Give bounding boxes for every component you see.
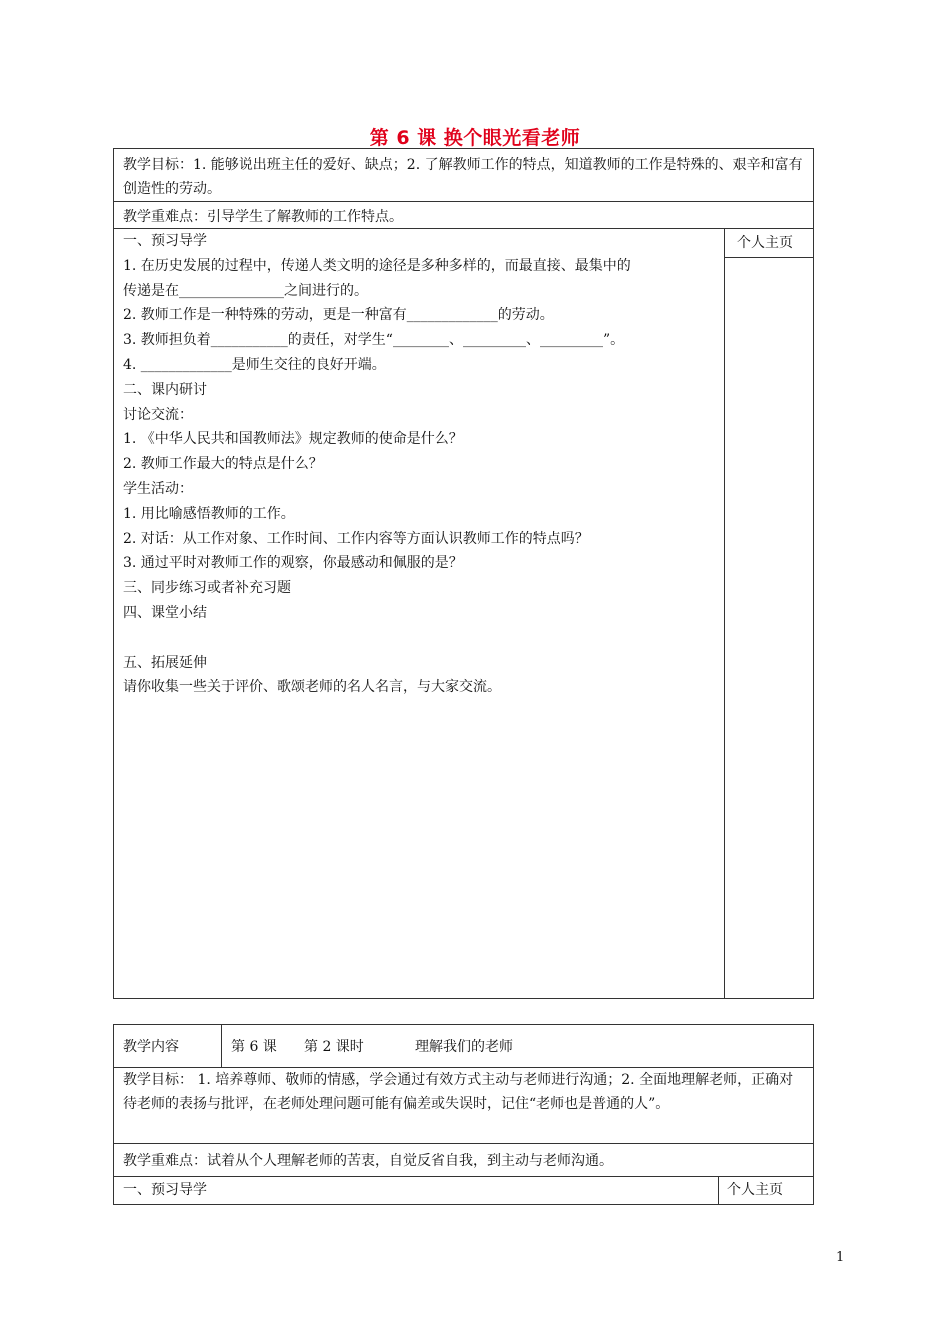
body-line: 二、课内研讨 [123,381,207,398]
body-line: 1. 《中华人民共和国教师法》规定教师的使命是什么？ [123,431,463,448]
body-line: 请你收集一些关于评价、歌颂老师的名人名言，与大家交流。 [123,679,501,696]
body-line: 五、拓展延伸 [123,654,207,671]
lesson-table-2 [113,1024,814,1205]
lesson-table-1 [113,148,814,999]
body-line: 传递是在_______________之间进行的。 [123,282,368,299]
teaching-difficulty: 教学重难点：引导学生了解教师的工作特点。 [123,209,403,225]
page-number: 1 [836,1250,845,1265]
teaching-difficulty-2: 教学重难点：试着从个人理解老师的苦衷，自觉反省自我，到主动与老师沟通。 [123,1153,613,1169]
body-line: 四、课堂小结 [123,604,207,621]
body-line: 一、预习导学 [123,233,207,249]
lesson-number: 第 6 课 [231,1039,277,1055]
body-line: 3. 通过平时对教师工作的观察，你最感动和佩服的是？ [123,555,463,572]
preview-heading: 一、预习导学 [123,1182,207,1198]
body-line: 学生活动： [123,480,193,497]
body-line: 3. 教师担负着___________的责任，对学生“________、_________、_________”。 [123,332,625,349]
body-line: 2. 教师工作是一种特殊的劳动，更是一种富有_____________的劳动。 [123,307,554,324]
teaching-goal: 教学目标：1. 能够说出班主任的爱好、缺点；2. 了解教师工作的特点，知道教师的工作是特殊的、艰辛和富有创造性的劳动。 [123,157,803,197]
body-line: 2. 教师工作最大的特点是什么？ [123,456,323,473]
lesson-period: 第 2 课时 [304,1039,364,1055]
lesson-body [123,229,723,700]
body-line: 三、同步练习或者补充习题 [123,580,291,597]
page-title: 第 6 课 换个眼光看老师 [369,127,581,149]
body-line: 1. 用比喻感悟教师的工作。 [123,505,295,522]
side-column-label: 个人主页 [737,235,793,251]
side-column-label-2: 个人主页 [727,1182,783,1198]
teaching-goal-2: 教学目标： 1. 培养尊师、敬师的情感，学会通过有效方式主动与老师进行沟通；2. 全面地理解老师，正确对待老师的表扬与批评，在老师处理问题可能有偏差或失误时，记住“老师也是普通的人”。 [123,1072,794,1112]
body-line [123,626,723,651]
lesson-topic: 理解我们的老师 [415,1039,513,1055]
body-line: 4. _____________是师生交往的良好开端。 [123,356,386,373]
body-line: 2. 对话：从工作对象、工作时间、工作内容等方面认识教师工作的特点吗？ [123,530,589,547]
body-line: 讨论交流： [123,406,193,423]
content-label: 教学内容 [123,1039,179,1055]
body-line: 1. 在历史发展的过程中，传递人类文明的途径是多种多样的，而最直接、最集中的 [123,257,631,274]
